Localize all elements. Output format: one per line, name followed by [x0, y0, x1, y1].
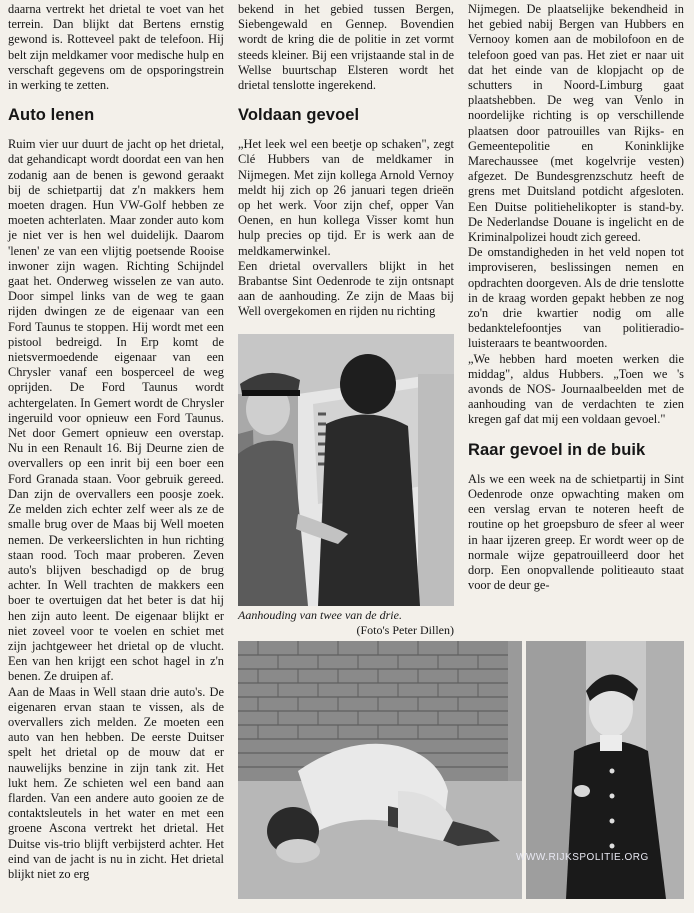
- article-paragraph: De omstandigheden in het veld nopen tot improviseren, beslissingen nemen en opdrachten doorgeven. Als de drie tenslotte in de kraag worden gepakt hebben ze nog zo'n drie kwartier nodig om alle bedanktelefoontjes van politieradio-luisteraars te beantwoorden.: [468, 245, 684, 351]
- photo-caption: [238, 608, 454, 638]
- photo-arrest-at-car: [238, 334, 454, 606]
- photo-arrest-at-car-image: [238, 334, 454, 606]
- column-3: [468, 2, 684, 593]
- photo-arrest-on-ground-image: [238, 641, 522, 899]
- caption-text: Aanhouding van twee van de drie.: [238, 608, 402, 622]
- article-paragraph: Als we een week na de schietpartij in Sint Oedenrode onze opwachting maken om een verslag ervan te noteren heeft de routine op het groepsburo de sfeer al weer in haar ijzeren greep. Er wordt weer op de normale wijze gepatrouilleerd door het dorp. Een onopvallende politieauto staat voor de deur ge-: [468, 471, 684, 593]
- section-heading-voldaan-gevoel: Voldaan gevoel: [238, 106, 360, 125]
- photo-credit: (Foto's Peter Dillen): [356, 623, 454, 637]
- article-paragraph: „We hebben hard moeten werken die middag", aldus Hubbers. „Toen we 's avonds de NOS- Journaalbeelden met de aanhouding van de verdachten te zien kregen gaf dat mij een voldaan gevoel.": [468, 351, 684, 427]
- section-heading-raar-gevoel: Raar gevoel in de buik: [468, 440, 646, 459]
- section-heading-auto-lenen: Auto lenen: [8, 106, 95, 125]
- column-2: [238, 2, 454, 320]
- column-1: [8, 2, 224, 882]
- article-paragraph: „Het leek wel een beetje op schaken", zegt Clé Hubbers van de meldkamer in Nijmegen. Met zijn kollega Arnold Vernoy meldt hij zich op 26 januari tegen drieën op het werk. Voor zijn chef, opper Van Oenen, en hun kollega Visser komt hun hulp precies op tijd. Er is werk aan de meldkamerwinkel.: [238, 137, 454, 258]
- article-paragraph: Aan de Maas in Well staan drie auto's. De eigenaren ervan staan te vissen, als de overvallers zich melden. Ze moeten een auto van hen hebben. De eerste Duitser spelt het drietal op de mouw dat er nauwelijks benzine in zijn tank zit. Het lukt hem. Ze schieten wel een band aan flarden. Van een andere auto gooien ze de contaktsleutels in het water en met een groene Ascona vertrekt het drietal. Het Duitse vis-trio blijft verbijsterd achter. Het eind van de jacht is nu in zicht. Het drietal blijkt niet zo erg: [8, 684, 224, 881]
- article-paragraph: Nijmegen. De plaatselijke bekendheid in het gebied nabij Bergen van Hubbers en Vernooy komen aan de mobilofoon en de telefoon goed van pas. Het ziet er naar uit dat het einde van de klopjacht op de schutters in Noord-Limburg gaat plaatshebben. De weg van Venlo in noordelijke richting is op verschillende plaatsen door patrouilles van Rijks- en Gemeentepolitie en Koninklijke Marechaussee (met kogelvrije vesten) afgezet. De Bundesgrenzschutz heeft de grens met Duitsland potdicht afgesloten. Een Duitse politiehelikopter is stand-by. De Nederlandse Douane is ingelicht en de Kriminalpolizei houdt zich gereed.: [468, 2, 684, 245]
- article-paragraph: bekend in het gebied tussen Bergen, Siebengewald en Gennep. Bovendien wordt de kring die de politie in zet vormt steeds kleiner. Bij een vrijstaande stal in de Wellse buurtschap Elsteren wordt het drietal tenslotte ingerekend.: [238, 2, 454, 93]
- article-paragraph: daarna vertrekt het drietal te voet van het terrein. Dan blijkt dat Bertens ernstig gewond is. Rotteveel pakt de telefoon. Hij belt zijn meldkamer voor medische hulp en verschaft gegevens om de opsporingstrein in werking te zetten.: [8, 2, 224, 93]
- article-paragraph: Ruim vier uur duurt de jacht op het drietal, dat gehandicapt wordt doordat een van hen zodanig aan de benen is gewond geraakt bij de schietpartij dat z'n makkers hem moeten dragen. Hun VW-Golf hebben ze moeten achterlaten. Maar zonder auto kom je niet ver is hen wel duidelijk. Daarom 'lenen' ze van een vlijtig poetsende Rooise inwoner zijn wagen. Richting Schijndel gaat het. Onderweg wisselen ze van auto. Door simpel links van de weg te gaan rijden dwingen ze de eigenaar van een Ford Taunus te stoppen. Hij wordt met een pistool bedreigd. In Erp komt de nietsvermoedende eigenaar van een Chrysler vanaf een bosperceel de weg oprijden. De Ford Taunus wordt achtergelaten. In Gemert wordt de Chrysler ingeruild voor opnieuw een Ford Taunus. Net door Gemert opnieuw een overstap. Nu in een Renault 16. Bij Deurne zien de overvallers op een inrit bij een boer een Ford Granada staan. Voor gebruik gereed. Dan zijn de overvallers een poosje zoek. Ze melden zich echter zelf weer als ze de smalle brug over de Maas bij Well moeten nemen. De verkeerslichten in hun richting staan rood. Toch maar proberen. Zeven auto's blijven beschadigd op de brug achter. In Well trachten de makkers een boer te overtuigen dat het beter is dat hij hen zijn auto leent. De eigenaar blijkt er niet zoveel voor te voelen en schiet met zijn jachtgeweer het drietal op de vlucht. Een van hen krijgt een schot hagel in z'n benen. Ze druipen af.: [8, 137, 224, 684]
- website-watermark: WWW.RIJKSPOLITIE.ORG: [516, 852, 649, 863]
- article-paragraph: Een drietal overvallers blijkt in het Brabantse Sint Oedenrode te zijn ontsnapt aan de aanhouding. Ze zijn de Maas bij Well overgekomen en rijden nu richting: [238, 258, 454, 319]
- photo-arrest-on-ground: [238, 641, 522, 899]
